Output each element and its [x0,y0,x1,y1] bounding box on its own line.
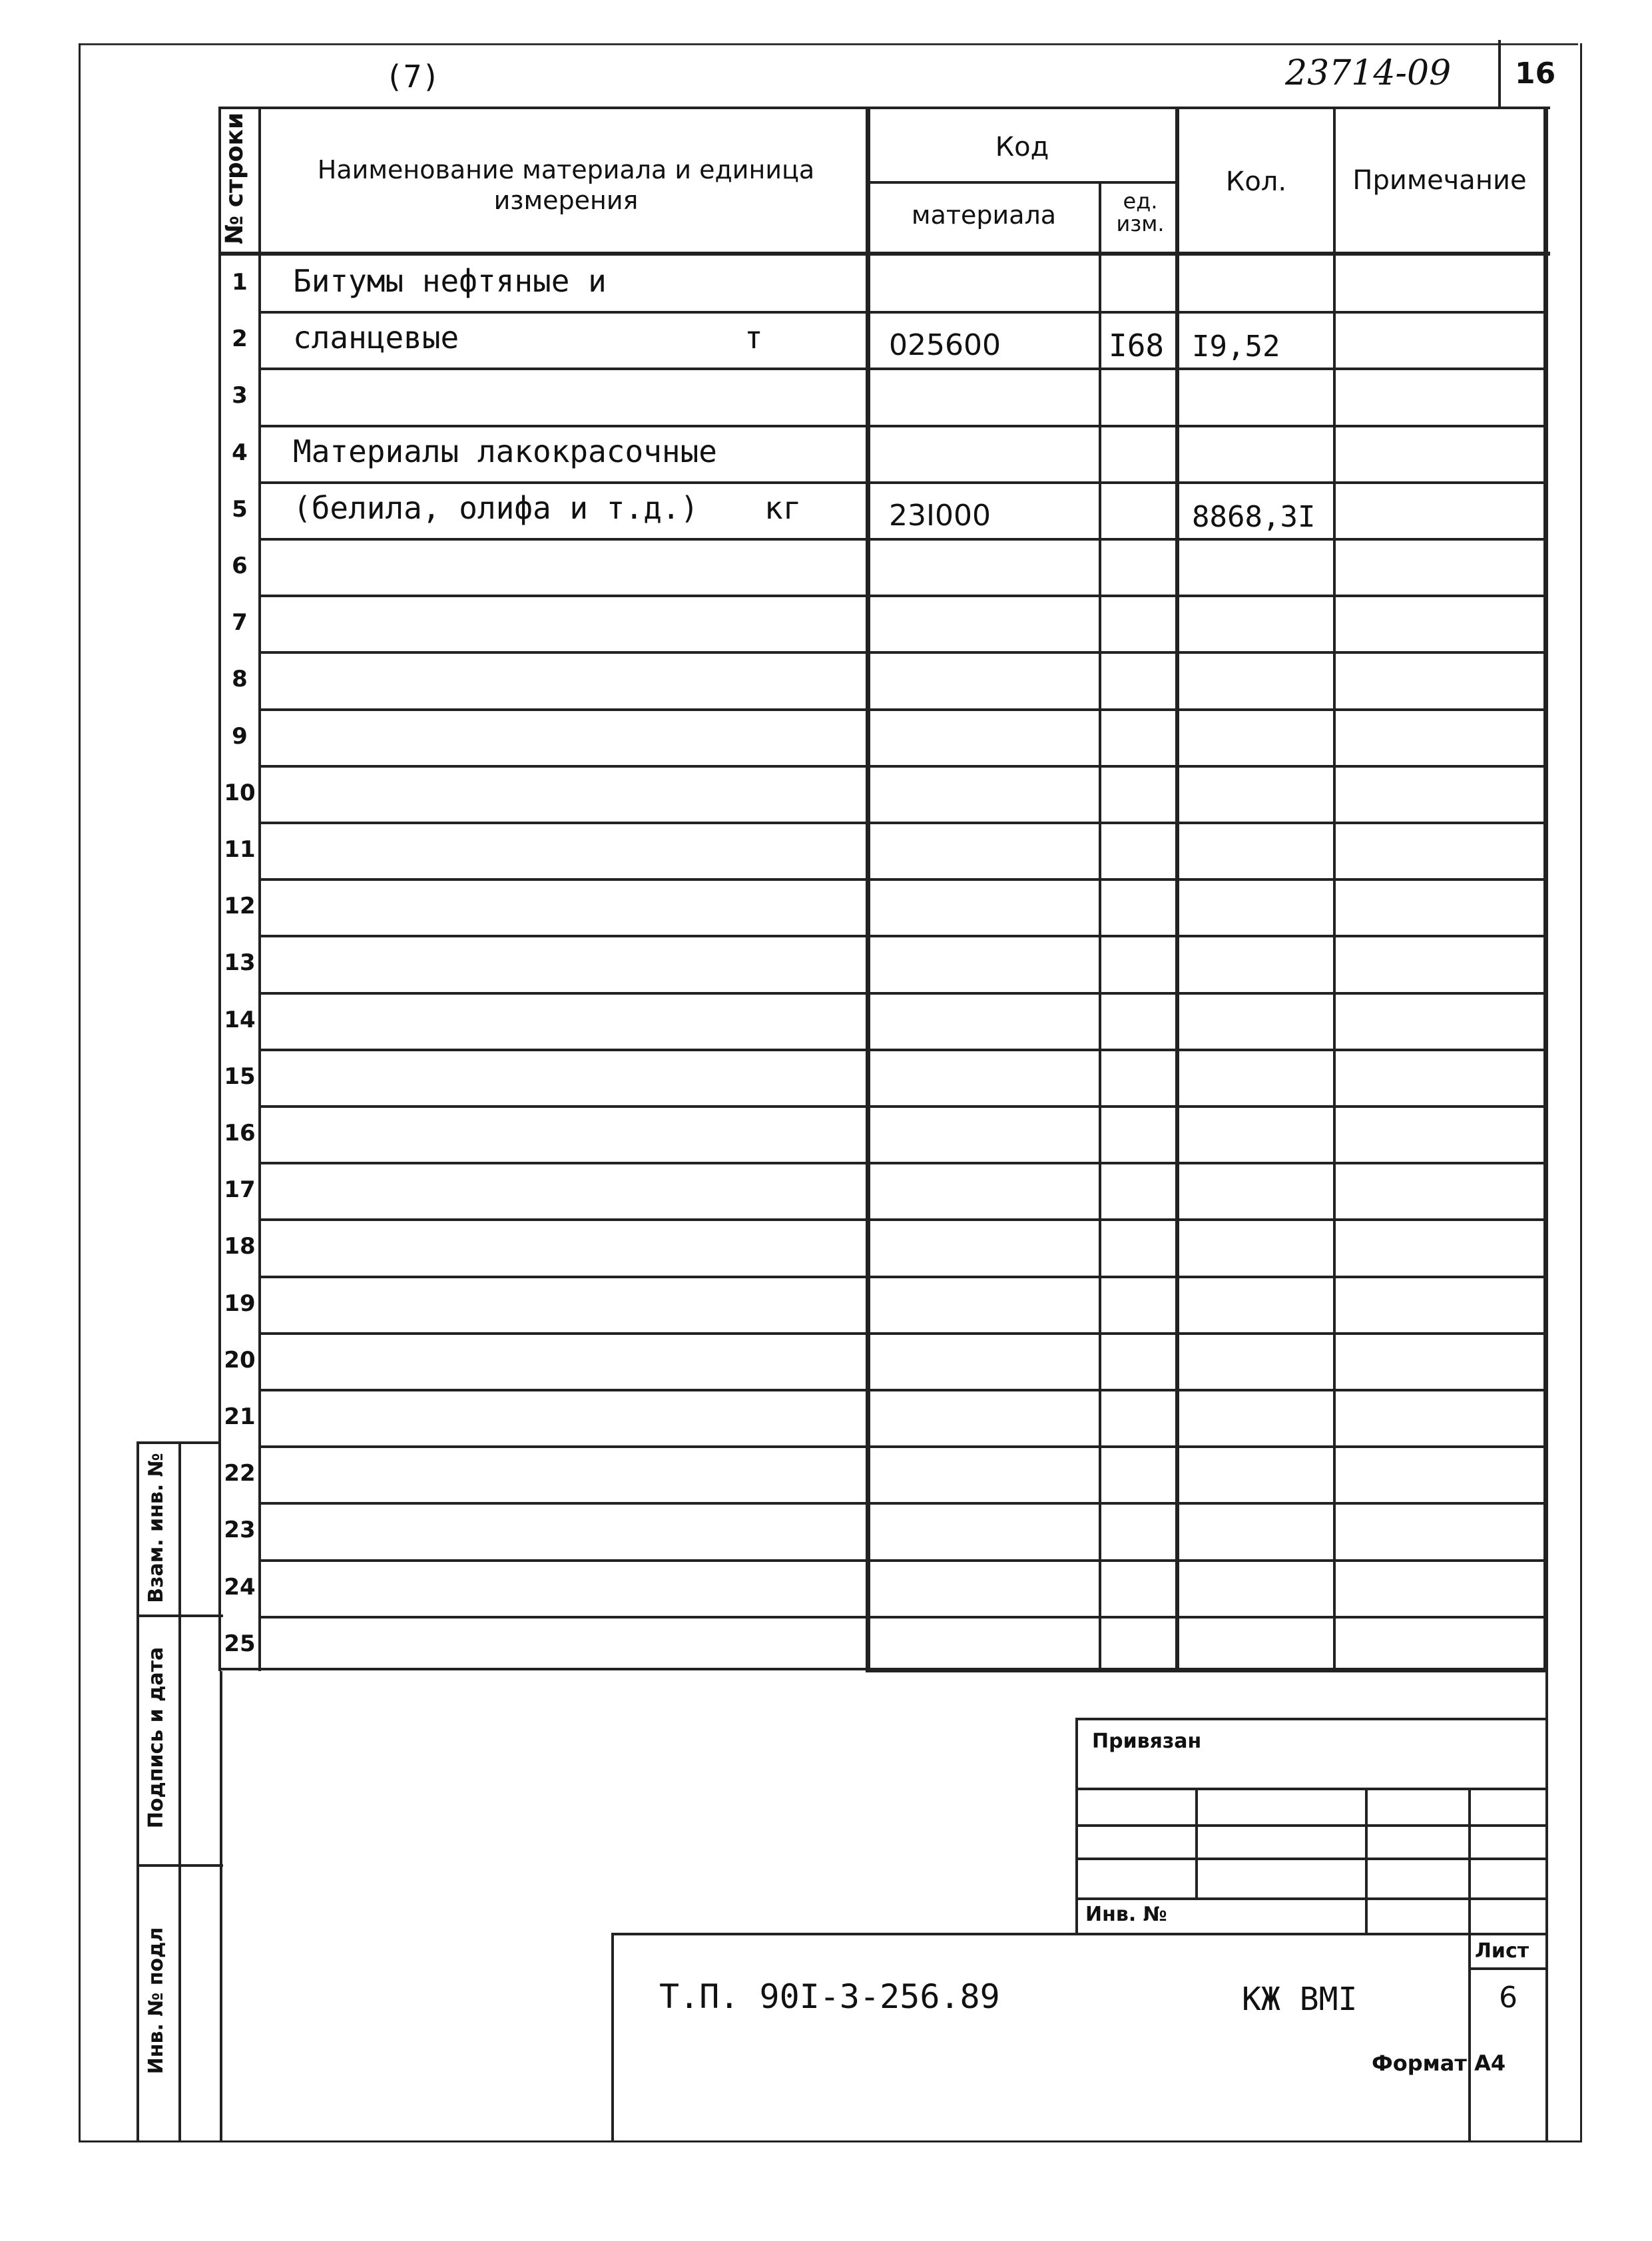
row-number: 2 [232,326,248,352]
row-material-code: 23I000 [889,499,991,533]
row-material-name: сланцевые [293,320,459,356]
row-separator [258,481,1546,484]
row-separator [258,1049,1546,1051]
row-quantity: 8868,3I [1192,500,1316,534]
row-separator [258,311,1546,314]
row-separator [258,935,1546,937]
row-number: 18 [224,1233,256,1260]
tb-vline-3 [1468,1788,1471,2140]
page-number: 16 [1515,57,1556,91]
stamp-line-2 [137,1864,223,1867]
col-line-note [1543,107,1548,1671]
stamp-original-inventory: Инв. № подл [144,1927,168,2075]
header-code-material: материала [911,200,1057,230]
stamp-signature-date: Подпись и дата [144,1646,168,1829]
stamp-line-inner [178,1441,181,2140]
row-number: 15 [224,1063,256,1090]
tb-vline-1 [1195,1788,1198,1897]
row-separator [258,1276,1546,1278]
row-material-code: 025600 [889,328,1001,362]
row-separator [258,651,1546,654]
header-code-unit: ед. изм. [1116,188,1165,236]
row-separator [258,765,1546,768]
row-separator [258,1559,1546,1562]
header-bottom-border [218,252,1550,256]
row-separator [258,1502,1546,1505]
row-separator [258,1162,1546,1164]
row-separator [258,822,1546,824]
tb-right-line [1545,1668,1548,2140]
project-code: Т.П. 90I-3-256.89 [659,1977,1000,2016]
col-line-qty [1333,107,1336,1671]
row-number: 7 [232,609,248,636]
row-number: 13 [224,949,256,976]
row-unit-code: I68 [1109,328,1165,364]
tb-line-2 [1075,1824,1548,1827]
header-qty: Кол. [1225,166,1287,197]
tb-vline-2 [1365,1788,1368,1934]
header-row-number: № строки [221,112,248,245]
row-separator [258,1105,1546,1108]
row-number: 23 [224,1517,256,1543]
row-number: 24 [224,1574,256,1601]
row-separator [258,1389,1546,1391]
col-line-unit [1175,107,1179,1671]
inventory-label: Инв. № [1085,1903,1167,1926]
row-unit: т [744,320,763,356]
table-top-border [218,107,1550,109]
stamp-line-1 [137,1615,223,1617]
row-separator [258,1332,1546,1335]
table-bottom-left [218,1668,871,1670]
row-number: 17 [224,1176,256,1203]
row-number: 5 [232,496,248,523]
row-number: 8 [232,666,248,692]
row-number: 4 [232,439,248,466]
page-number-divider [1498,40,1501,107]
row-separator [258,1445,1546,1448]
tb-top-line [1075,1718,1548,1720]
row-number: 12 [224,893,256,919]
tb-main-top [611,1933,1548,1935]
row-separator [258,595,1546,597]
row-material-name: (белила, олифа и т.д.) [293,490,699,526]
row-separator [258,538,1546,541]
drawing-frame [79,43,1582,2142]
row-separator [258,992,1546,995]
sheet-label: Лист [1475,1939,1529,1963]
col-line-name [866,107,870,1671]
row-number: 11 [224,836,256,863]
stamp-replaced-inventory: Взам. инв. № [144,1453,168,1603]
row-unit: кг [764,490,802,526]
row-quantity: I9,52 [1192,330,1280,364]
table-bottom-bold [866,1668,1548,1672]
tb-line-4 [1075,1897,1548,1900]
row-number: 14 [224,1007,256,1033]
stamp-line-right [220,1671,222,2140]
row-separator [258,425,1546,427]
row-separator [258,1218,1546,1221]
tb-line-3 [1075,1858,1548,1860]
row-number: 1 [232,269,248,296]
header-name: Наименование материала и единица измерения [317,155,815,215]
row-number: 20 [224,1347,256,1373]
sheet-value: 6 [1499,1981,1517,2015]
tb-sheet-line [1468,1967,1548,1970]
header-note: Примечание [1352,165,1527,196]
code-subheader-line [866,181,1175,184]
row-number: 19 [224,1290,256,1317]
row-separator [258,878,1546,881]
row-material-name: Материалы лакокрасочные [293,433,717,469]
row-separator [258,368,1546,370]
bound-label: Привязан [1092,1730,1202,1753]
row-number: 6 [232,553,248,579]
header-code: Код [995,132,1049,162]
row-number: 16 [224,1120,256,1146]
document-code: 23714-09 [1285,53,1452,93]
tb-main-left [611,1933,614,2140]
row-number: 22 [224,1460,256,1487]
col-line-rownum [258,107,261,1671]
row-number: 10 [224,780,256,806]
document-mark: КЖ ВМI [1242,1981,1358,2018]
row-number: 3 [232,382,248,409]
row-number: 21 [224,1403,256,1430]
row-number: 25 [224,1630,256,1657]
row-separator [258,708,1546,711]
col-line-left [218,107,221,1671]
row-number: 9 [232,723,248,750]
tb-line-1 [1075,1788,1548,1790]
format-label: Формат А4 [1372,2051,1506,2076]
row-separator [258,1616,1546,1618]
stamp-line-outer [137,1441,139,2140]
section-number: (7) [385,59,441,95]
row-material-name: Битумы нефтяные и [293,263,607,299]
